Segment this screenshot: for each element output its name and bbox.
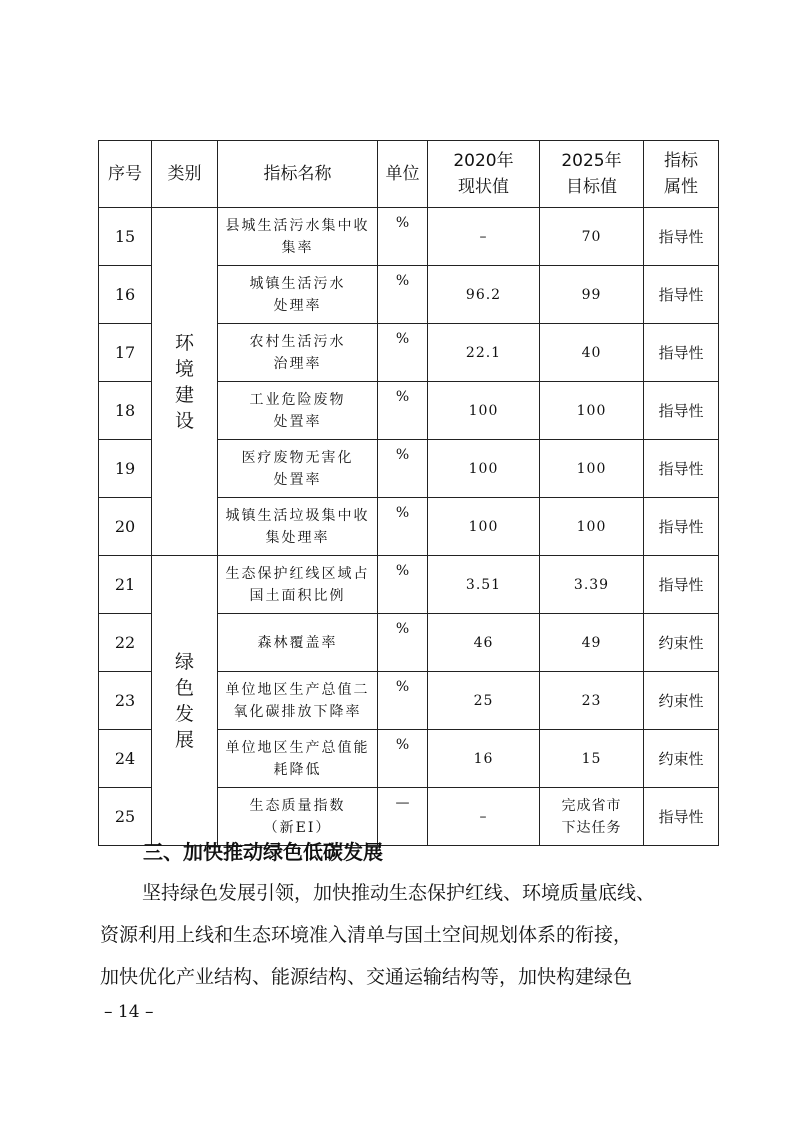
- row-current-value: 25: [428, 672, 540, 730]
- target-value-line: 100: [576, 518, 607, 535]
- row-attribute: 指导性: [644, 382, 719, 440]
- indicator-name-line: 森林覆盖率: [257, 634, 338, 651]
- row-seq: 16: [99, 266, 152, 324]
- target-value-line: 下达任务: [561, 819, 622, 836]
- indicator-name-line: 城镇生活垃圾集中收: [225, 507, 370, 524]
- row-seq: 15: [99, 208, 152, 266]
- row-indicator-name: [218, 266, 378, 324]
- header-unit: 单位: [378, 141, 428, 208]
- row-indicator-name: [218, 440, 378, 498]
- indicator-name-line: 农村生活污水: [249, 333, 346, 350]
- header-attribute: [644, 141, 719, 208]
- header-target-line2: 目标值: [566, 177, 617, 197]
- category-char: 发: [174, 702, 194, 725]
- row-attribute: 约束性: [644, 614, 719, 672]
- row-unit: —: [378, 788, 428, 846]
- indicator-name-line: 单位地区生产总值能: [225, 739, 370, 756]
- indicator-name-line: 工业危险废物: [249, 391, 346, 408]
- row-seq: 18: [99, 382, 152, 440]
- row-current-value: 46: [428, 614, 540, 672]
- row-attribute: 指导性: [644, 208, 719, 266]
- row-indicator-name: [218, 614, 378, 672]
- row-target-value: [540, 614, 644, 672]
- row-seq: 23: [99, 672, 152, 730]
- target-value-line: 70: [581, 228, 602, 245]
- indicator-name-line: 治理率: [273, 355, 322, 372]
- target-value-line: 15: [581, 750, 602, 767]
- row-unit: %: [378, 730, 428, 788]
- row-unit: %: [378, 266, 428, 324]
- row-indicator-name: [218, 324, 378, 382]
- table-row: [99, 208, 719, 266]
- row-unit: %: [378, 556, 428, 614]
- header-target-line1: 2025年: [561, 151, 622, 171]
- indicator-name-line: 集率: [281, 239, 314, 256]
- indicator-name-line: 生态质量指数: [249, 797, 346, 814]
- row-attribute: 指导性: [644, 556, 719, 614]
- category-char: 色: [174, 676, 194, 699]
- row-current-value: 16: [428, 730, 540, 788]
- header-target: [540, 141, 644, 208]
- header-attribute-line2: 属性: [664, 177, 698, 197]
- row-seq: 24: [99, 730, 152, 788]
- row-unit: %: [378, 614, 428, 672]
- header-name: 指标名称: [218, 141, 378, 208]
- section-heading: 三、加快推动绿色低碳发展: [143, 840, 383, 864]
- category-char: 境: [174, 357, 194, 380]
- indicator-name-line: 处置率: [273, 471, 322, 488]
- row-target-value: [540, 730, 644, 788]
- row-seq: 20: [99, 498, 152, 556]
- row-attribute: 指导性: [644, 324, 719, 382]
- indicator-name-line: 耗降低: [273, 761, 322, 778]
- row-indicator-name: [218, 730, 378, 788]
- row-indicator-name: [218, 382, 378, 440]
- row-target-value: [540, 266, 644, 324]
- row-target-value: [540, 382, 644, 440]
- category-char: 展: [174, 728, 194, 751]
- row-current-value: –: [428, 208, 540, 266]
- indicator-name-line: 县城生活污水集中收: [225, 217, 370, 234]
- target-value-line: 40: [581, 344, 602, 361]
- target-value-line: 99: [581, 286, 602, 303]
- paragraph-line-3: 加快优化产业结构、能源结构、交通运输结构等，加快构建绿色: [100, 966, 633, 988]
- category-char: 环: [174, 331, 194, 354]
- row-current-value: 96.2: [428, 266, 540, 324]
- target-value-line: 49: [581, 634, 602, 651]
- row-unit: %: [378, 672, 428, 730]
- target-value-line: 完成省市: [561, 797, 622, 814]
- row-target-value: [540, 788, 644, 846]
- indicator-name-line: 医疗废物无害化: [241, 449, 354, 466]
- row-current-value: 100: [428, 382, 540, 440]
- target-value-line: 3.39: [573, 576, 610, 593]
- row-attribute: 约束性: [644, 672, 719, 730]
- table-body: [99, 208, 719, 846]
- row-attribute: 指导性: [644, 498, 719, 556]
- indicator-name-line: 生态保护红线区域占: [225, 565, 370, 582]
- header-category: 类别: [152, 141, 218, 208]
- row-unit: %: [378, 324, 428, 382]
- row-indicator-name: [218, 556, 378, 614]
- paragraph-line-2: 资源利用上线和生态环境准入清单与国土空间规划体系的衔接，: [100, 924, 633, 946]
- row-seq: 25: [99, 788, 152, 846]
- row-target-value: [540, 498, 644, 556]
- row-attribute: 指导性: [644, 266, 719, 324]
- row-current-value: 3.51: [428, 556, 540, 614]
- header-seq: 序号: [99, 141, 152, 208]
- indicator-name-line: 国土面积比例: [249, 587, 346, 604]
- row-current-value: –: [428, 788, 540, 846]
- row-attribute: 指导性: [644, 440, 719, 498]
- row-current-value: 22.1: [428, 324, 540, 382]
- row-target-value: [540, 672, 644, 730]
- header-attribute-line1: 指标: [664, 151, 698, 171]
- category-char: 建: [174, 383, 194, 406]
- row-target-value: [540, 556, 644, 614]
- row-indicator-name: [218, 208, 378, 266]
- target-value-line: 100: [576, 402, 607, 419]
- category-green-development: [152, 556, 218, 846]
- target-value-line: 100: [576, 460, 607, 477]
- category-environment: [152, 208, 218, 556]
- table-row: [99, 556, 719, 614]
- row-attribute: 约束性: [644, 730, 719, 788]
- indicator-name-line: 处置率: [273, 413, 322, 430]
- row-current-value: 100: [428, 498, 540, 556]
- row-unit: %: [378, 208, 428, 266]
- row-unit: %: [378, 440, 428, 498]
- row-target-value: [540, 324, 644, 382]
- page-number: – 14 –: [104, 1002, 154, 1022]
- row-attribute: 指导性: [644, 788, 719, 846]
- indicator-name-line: 单位地区生产总值二: [225, 681, 370, 698]
- row-target-value: [540, 208, 644, 266]
- target-value-line: 23: [581, 692, 602, 709]
- header-current-line1: 2020年: [453, 151, 514, 171]
- indicator-table: [98, 140, 719, 846]
- indicator-name-line: 城镇生活污水: [249, 275, 346, 292]
- row-unit: %: [378, 498, 428, 556]
- row-current-value: 100: [428, 440, 540, 498]
- header-current: [428, 141, 540, 208]
- category-char: 设: [174, 409, 194, 432]
- row-indicator-name: [218, 498, 378, 556]
- indicator-name-line: 氧化碳排放下降率: [233, 703, 362, 720]
- table-header-row: [99, 141, 719, 208]
- indicator-name-line: （新EI）: [263, 819, 332, 836]
- indicator-name-line: 处理率: [273, 297, 322, 314]
- row-unit: %: [378, 382, 428, 440]
- category-char: 绿: [174, 650, 194, 673]
- row-indicator-name: [218, 672, 378, 730]
- header-current-line2: 现状值: [458, 177, 509, 197]
- row-seq: 21: [99, 556, 152, 614]
- row-seq: 19: [99, 440, 152, 498]
- row-target-value: [540, 440, 644, 498]
- row-seq: 17: [99, 324, 152, 382]
- row-seq: 22: [99, 614, 152, 672]
- paragraph-line-1: 坚持绿色发展引领，加快推动生态保护红线、环境质量底线、: [142, 882, 656, 904]
- indicator-name-line: 集处理率: [265, 529, 330, 546]
